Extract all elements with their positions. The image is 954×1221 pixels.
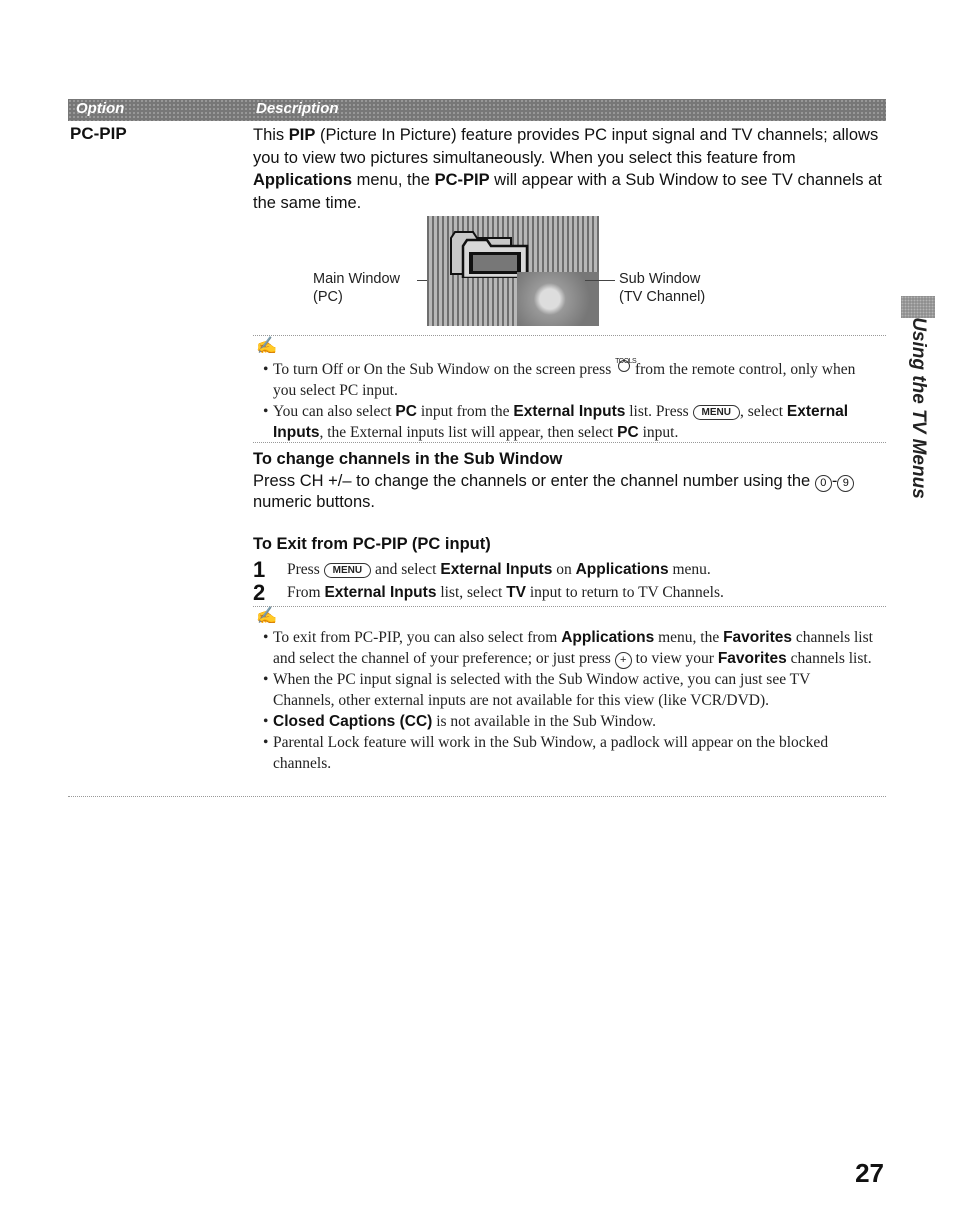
tools-button-icon: TOOLS bbox=[615, 356, 631, 370]
option-name: PC-PIP bbox=[70, 124, 127, 143]
step-number: 2 bbox=[253, 580, 266, 605]
table-header-bar bbox=[68, 99, 886, 121]
note-bullet: • Parental Lock feature will work in the Sub Window, a padlock will appear on the blocked channels. bbox=[263, 732, 873, 774]
section-title-change-channels: To change channels in the Sub Window bbox=[253, 450, 563, 468]
folder-icon bbox=[447, 224, 533, 278]
description-paragraph: This PIP (Picture In Picture) feature provides PC input signal and TV channels; allows you to view two pictures simultaneously. When you select this feature from Applications menu, the PC-PIP will appear with a Sub Window to see TV channels at the same time. bbox=[253, 126, 882, 212]
step-number: 1 bbox=[253, 557, 266, 582]
sub-window-label: Sub Window (TV Channel) bbox=[619, 271, 706, 305]
page-number: 27 bbox=[855, 1158, 884, 1188]
pip-figure bbox=[313, 216, 713, 326]
sub-window-leader-line bbox=[585, 280, 615, 281]
note-block-1 bbox=[263, 356, 873, 443]
numeric-0-button-icon: 0 bbox=[815, 475, 832, 492]
note-bullet: • Closed Captions (CC) is not available in the Sub Window. bbox=[263, 711, 873, 732]
pip-screen-illustration bbox=[427, 216, 599, 326]
note-pencil-icon: ✍ bbox=[256, 336, 278, 355]
menu-button-icon: MENU bbox=[324, 563, 371, 578]
note-bullet: • To turn Off or On the Sub Window on the screen press TOOLS from the remote control, only when you select PC input. bbox=[263, 356, 873, 401]
header-option: Option bbox=[76, 100, 125, 117]
note-block-2 bbox=[263, 627, 873, 774]
header-description: Description bbox=[256, 100, 339, 117]
main-window-label: Main Window (PC) bbox=[313, 271, 401, 305]
divider bbox=[68, 796, 886, 797]
note-pencil-icon: ✍ bbox=[256, 606, 278, 625]
section-title-exit: To Exit from PC-PIP (PC input) bbox=[253, 535, 491, 553]
menu-button-icon: MENU bbox=[693, 405, 740, 420]
numeric-9-button-icon: 9 bbox=[837, 475, 854, 492]
note-bullet: • When the PC input signal is selected with the Sub Window active, you can just see TV Channels, other external inputs are not available for this view (like VCR/DVD). bbox=[263, 669, 873, 711]
note-bullet: • To exit from PC-PIP, you can also select from Applications menu, the Favorites channels list and select the channel of your preference; or just press + to view your Favorites channels list. bbox=[263, 627, 873, 669]
divider bbox=[253, 606, 886, 607]
side-tab-label: Using the TV Menus bbox=[908, 317, 929, 499]
divider bbox=[253, 335, 886, 336]
section-body-change-channels: Press CH +/– to change the channels or enter the channel number using the 0 - 9 numeric buttons. bbox=[253, 471, 883, 513]
favorites-plus-button-icon: + bbox=[615, 652, 632, 669]
note-bullet: • You can also select PC input from the External Inputs list. Press MENU , select External Inputs, the External inputs list will appear, then select PC input. bbox=[263, 401, 873, 443]
divider bbox=[253, 442, 886, 443]
